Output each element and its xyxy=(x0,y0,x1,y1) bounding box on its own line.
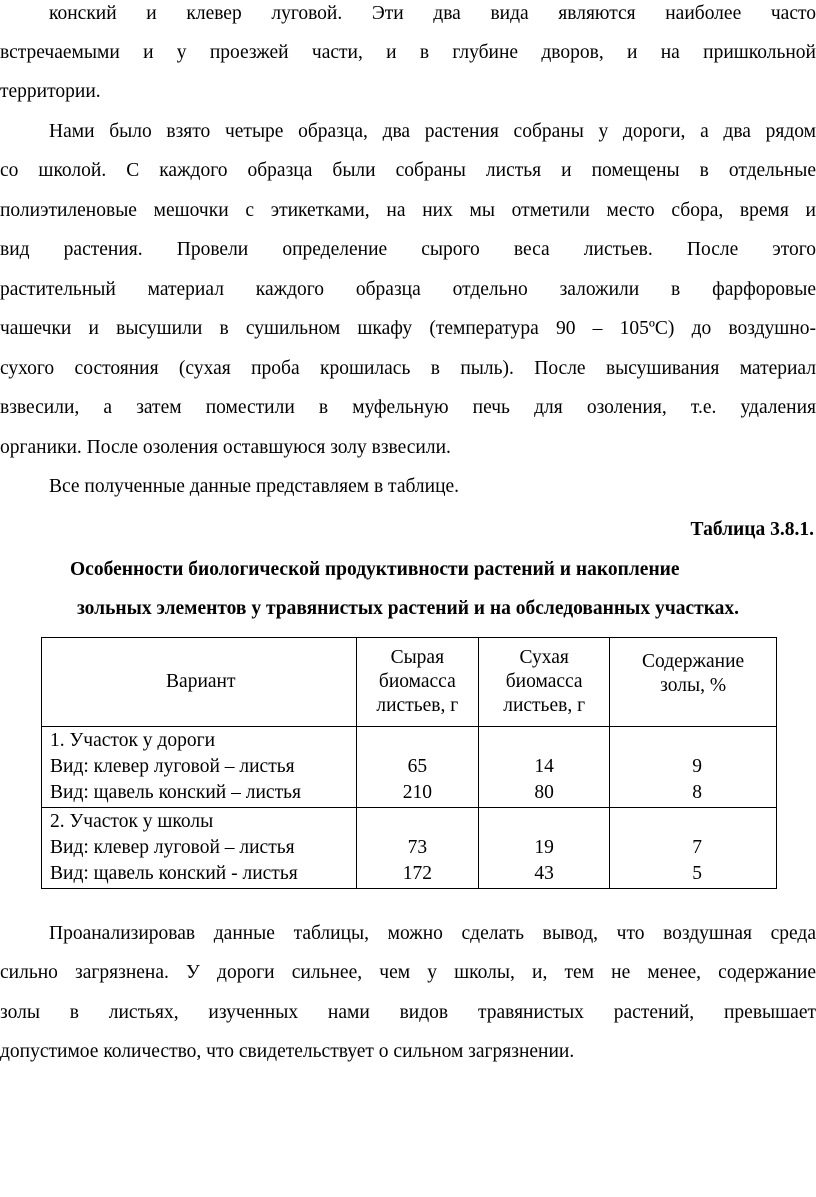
species-label: Вид: клевер луговой – листья xyxy=(50,837,295,858)
text-line: чашечки и высушили в сушильном шкафу (температура 90 – 105ºС) до воздушно- xyxy=(0,318,816,339)
group-title: 2. Участок у школы xyxy=(50,811,214,832)
text-line: конский и клевер луговой. Эти два вида являются наиболее часто xyxy=(49,3,816,24)
table-title: Особенности биологической продуктивности растений и накопление xyxy=(70,559,680,580)
text-line: со школой. С каждого образца были собраны листья и помещены в отдельные xyxy=(0,160,816,181)
text-line: золы в листьях, изученных нами видов травянистых растений, превышает xyxy=(0,1002,816,1023)
text-line: Нами было взято четыре образца, два растения собраны у дороги, а два рядом xyxy=(49,121,816,142)
text-line: полиэтиленовые мешочки с этикетками, на них мы отметили место сбора, время и xyxy=(0,200,816,221)
column-header-fresh-biomass: Сырая биомасса листьев, г xyxy=(356,638,479,727)
text-line: территории. xyxy=(0,81,101,102)
table-row xyxy=(42,808,777,889)
table-header-row xyxy=(42,638,777,727)
dry-biomass-cell: 14 80 xyxy=(479,727,610,808)
species-label: Вид: клевер луговой – листья xyxy=(50,756,295,777)
ash-content-cell: 7 5 xyxy=(610,808,777,889)
text-line: встречаемыми и у проезжей части, и в глубине дворов, и на пришкольной xyxy=(0,42,816,63)
text-line: взвесили, а затем поместили в муфельную печь для озоления, т.е. удаления xyxy=(0,397,816,418)
ash-content-cell: 9 8 xyxy=(610,727,777,808)
column-header-dry-biomass: Сухая биомасса листьев, г xyxy=(479,638,610,727)
text-line: сильно загрязнена. У дороги сильнее, чем у школы, и, тем не менее, содержание xyxy=(0,962,816,983)
text-line: сухого состояния (сухая проба крошилась в пыль). После высушивания материал xyxy=(0,358,816,379)
text-line: допустимое количество, что свидетельствует о сильном загрязнении. xyxy=(0,1041,575,1062)
table-number: Таблица 3.8.1. xyxy=(690,519,814,540)
text-line: Все полученные данные представляем в таблице. xyxy=(49,476,460,497)
text-line: вид растения. Провели определение сырого веса листьев. После этого xyxy=(0,239,816,260)
variant-cell xyxy=(42,727,357,808)
table-title: зольных элементов у травянистых растений и на обследованных участках. xyxy=(76,598,740,619)
dry-biomass-cell: 19 43 xyxy=(479,808,610,889)
text-line: органики. После озоления оставшуюся золу взвесили. xyxy=(0,437,451,458)
fresh-biomass-cell: 73 172 xyxy=(356,808,479,889)
column-header-ash-content: Содержание золы, % xyxy=(610,638,777,727)
species-label: Вид: щавель конский – листья xyxy=(50,782,301,803)
text-line: Проанализировав данные таблицы, можно сделать вывод, что воздушная среда xyxy=(49,923,816,944)
column-header-variant: Вариант xyxy=(42,638,357,727)
data-table xyxy=(41,637,777,889)
group-title: 1. Участок у дороги xyxy=(50,730,216,751)
text-line: растительный материал каждого образца отдельно заложили в фарфоровые xyxy=(0,279,816,300)
variant-cell xyxy=(42,808,357,889)
fresh-biomass-cell: 65 210 xyxy=(356,727,479,808)
species-label: Вид: щавель конский - листья xyxy=(50,863,298,884)
table-row xyxy=(42,727,777,808)
